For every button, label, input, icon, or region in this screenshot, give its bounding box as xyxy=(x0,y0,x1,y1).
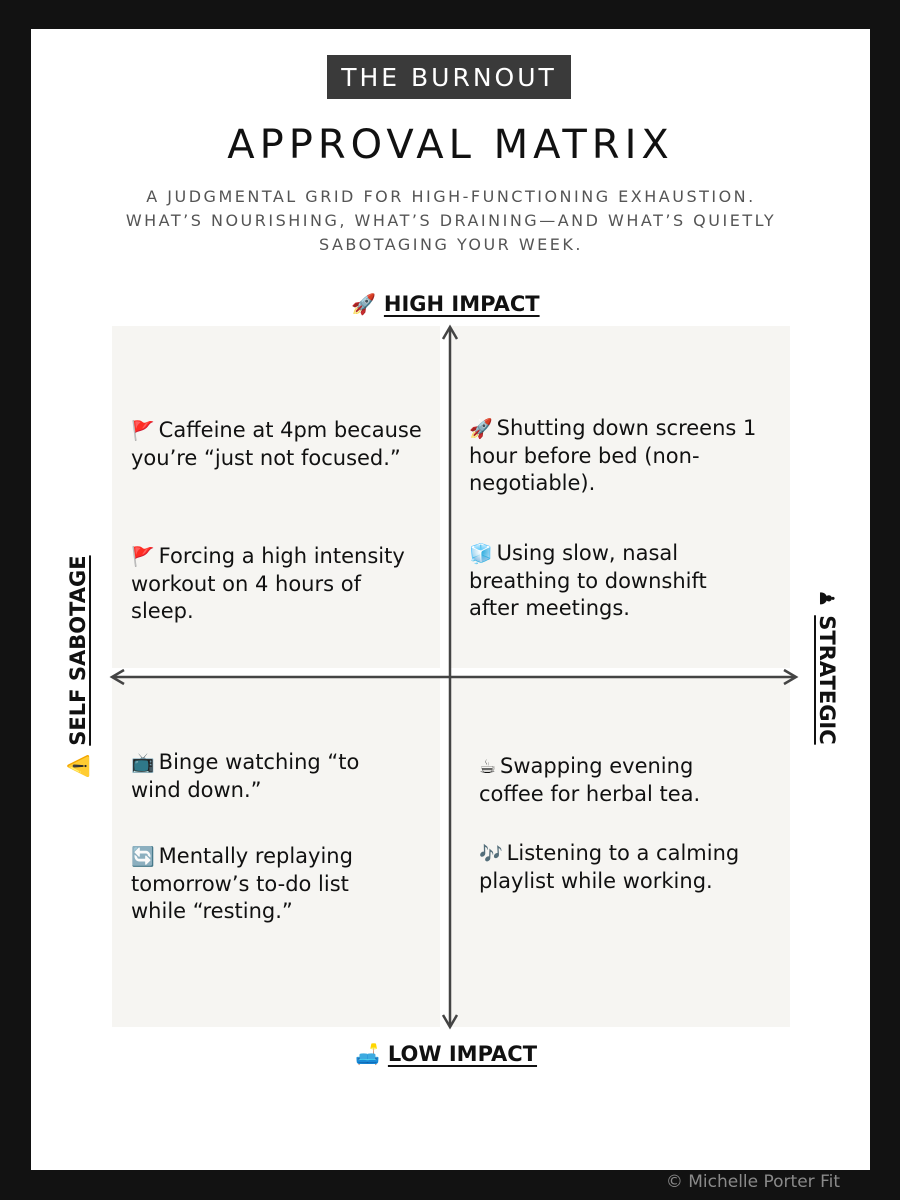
header-badge-text: THE BURNOUT xyxy=(341,62,557,92)
quadrant-item-text: Shutting down screens 1 hour before bed (non-negotiable). xyxy=(469,416,757,495)
music-notes-icon: 🎶 xyxy=(479,843,503,865)
quadrant-item-text: Swapping evening coffee for herbal tea. xyxy=(479,754,701,806)
quadrant-item-text: Forcing a high intensity workout on 4 hours of sleep. xyxy=(131,544,405,623)
rocket-icon: 🚀 xyxy=(469,418,493,440)
page-title: APPROVAL MATRIX xyxy=(227,122,674,168)
quadrant-item-text: Using slow, nasal breathing to downshift after meetings. xyxy=(469,541,707,620)
axis-label-text: LOW IMPACT xyxy=(387,1042,538,1066)
page-subtitle: A JUDGMENTAL GRID FOR HIGH-FUNCTIONING EXHAUSTION. WHAT’S NOURISHING, WHAT’S DRAINING—AND WHAT’S QUIETLY SABOTAGING YOUR WEEK. xyxy=(125,187,777,254)
refresh-icon: 🔄 xyxy=(131,846,155,868)
hot-beverage-icon: ☕ xyxy=(479,756,497,778)
chess-pawn-icon: ♟ xyxy=(815,589,839,608)
matrix-axes xyxy=(31,29,870,1170)
axis-label-text: HIGH IMPACT xyxy=(383,292,540,316)
red-flag-icon: 🚩 xyxy=(131,420,155,442)
axis-label-text: STRATEGIC xyxy=(815,615,839,745)
axis-label-self-sabotage xyxy=(66,555,90,778)
quadrant-item-text: Caffeine at 4pm because you’re “just not focused.” xyxy=(131,418,422,470)
rocket-icon: 🚀 xyxy=(351,292,376,316)
quadrant-item-text: Listening to a calming playlist while working. xyxy=(479,841,740,893)
warning-icon: ⚠️ xyxy=(66,753,90,779)
quadrant-item-text: Binge watching “to wind down.” xyxy=(131,750,360,802)
quadrant-item-text: Mentally replaying tomorrow’s to-do list while “resting.” xyxy=(131,844,353,923)
red-flag-icon: 🚩 xyxy=(131,546,155,568)
axis-label-strategic xyxy=(815,589,839,744)
couch-icon: 🛋️ xyxy=(355,1042,380,1066)
axis-label-low-impact xyxy=(355,1042,537,1066)
ice-cube-icon: 🧊 xyxy=(469,543,493,565)
television-icon: 📺 xyxy=(131,752,155,774)
matrix-card xyxy=(31,29,870,1170)
axis-label-text: SELF SABOTAGE xyxy=(66,555,90,746)
copyright-text: © Michelle Porter Fit xyxy=(665,1172,840,1192)
axis-label-high-impact xyxy=(351,292,540,316)
